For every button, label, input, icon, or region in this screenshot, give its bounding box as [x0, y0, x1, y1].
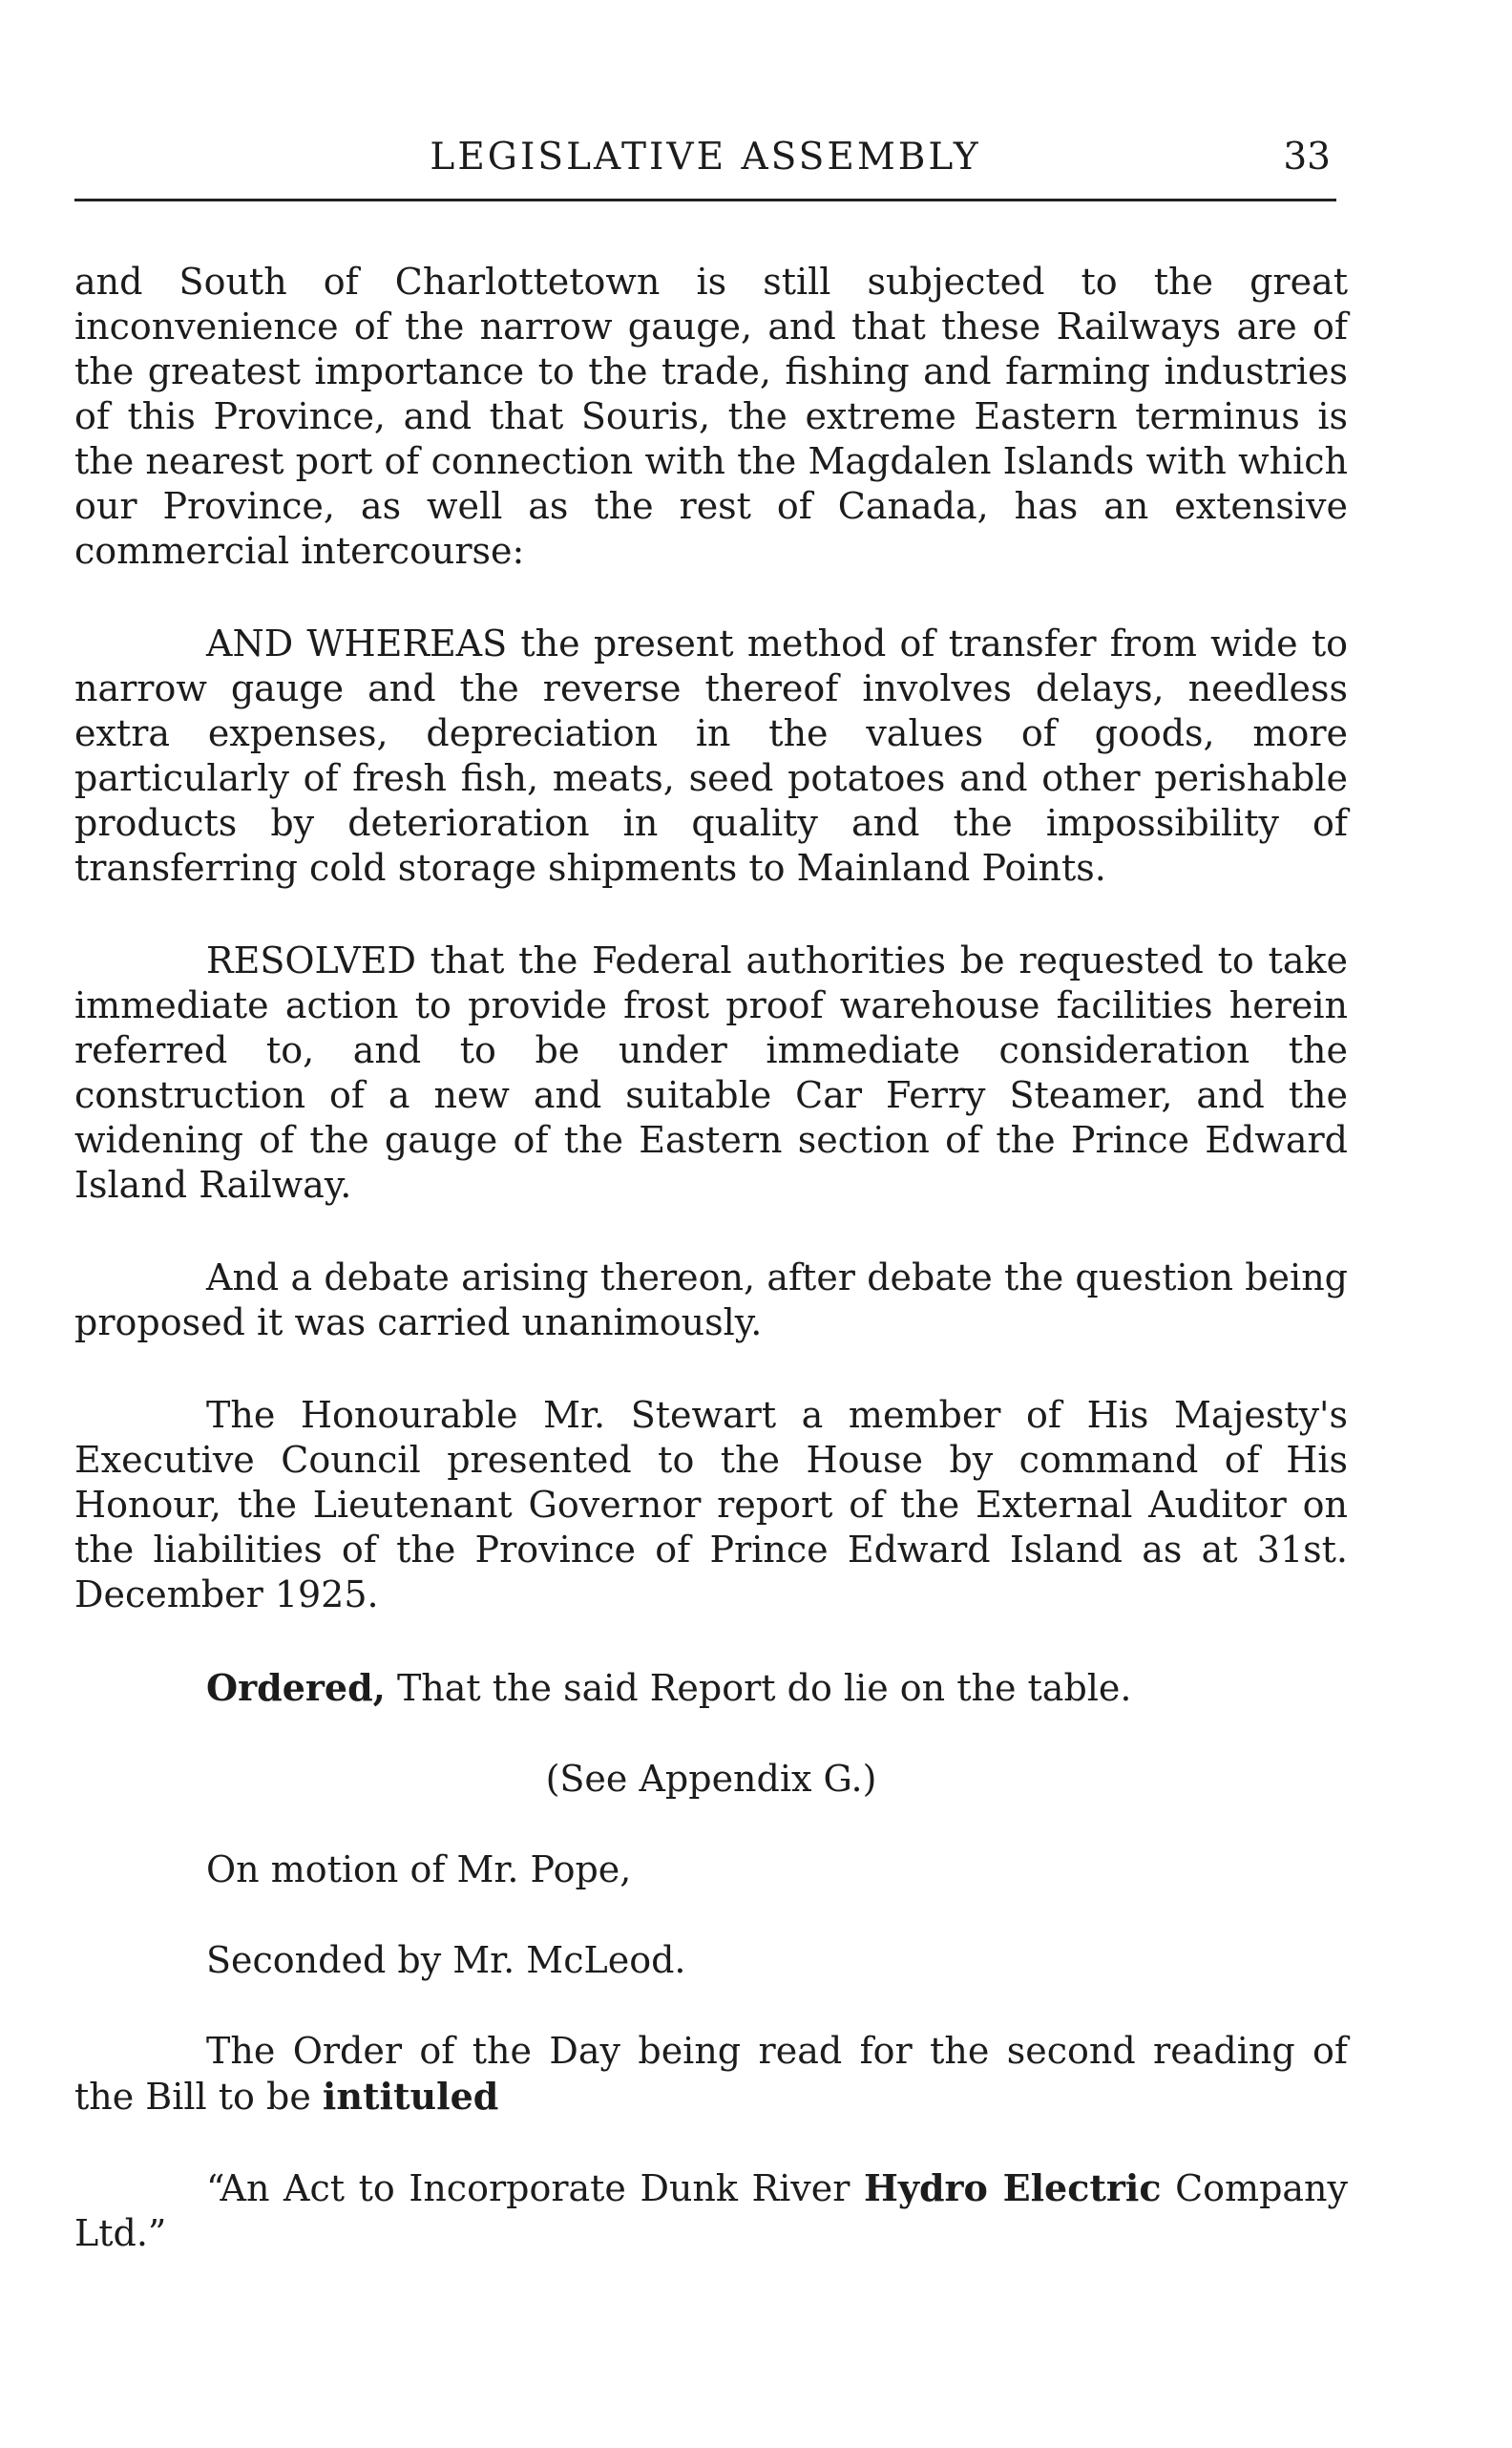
paragraph-report: The Honourable Mr. Stewart a member of His Majesty's Executive Council presented to the House by command of His Honour, the Lieutenant Governor report of the External Auditor on the liabilities of the Province of Prince Edward Island as at 31st. December 1925.: [74, 1394, 1348, 1615]
page-body: [74, 260, 1348, 2256]
seconded-line: Seconded by Mr. McLeod.: [206, 1939, 686, 1981]
motion-line: On motion of Mr. Pope,: [206, 1848, 632, 1890]
running-head: LEGISLATIVE ASSEMBLY: [430, 136, 981, 179]
paragraph-continuation: and South of Charlottetown is still subjected to the great inconvenience of the narrow gauge, and that these Railways are of the greatest importance to the trade, fishing and farming industries of this Province, and that Souris, the extreme Eastern terminus is the nearest port of connection with the Magdalen Islands with which our Province, as well as the rest of Canada, has an extensive commercial intercourse:: [74, 261, 1348, 572]
ordered-lead: Ordered,: [206, 1666, 386, 1709]
page-header: [74, 136, 1336, 201]
bill-title: [74, 2165, 1348, 2256]
paragraph-resolved: RESOLVED that the Federal authorities be requested to take immediate action to provide frost proof warehouse facilities herein referred to, and to be under immediate consideration the construction of a new and suitable Car Ferry Steamer, and the widening of the gauge of the Eastern section of the Prince Edward Island Railway.: [74, 939, 1348, 1206]
bill-title-emphasis: Hydro Electric: [863, 2166, 1162, 2209]
bill-title-end: Company Ltd.”: [74, 2167, 1348, 2254]
paragraph-order-of-day: [74, 2029, 1348, 2120]
paragraph-debate: And a debate arising thereon, after debate the question being proposed it was carried unanimously.: [74, 1256, 1348, 1343]
ordered-text: That the said Report do lie on the table.: [385, 1667, 1132, 1709]
appendix-reference: (See Appendix G.): [545, 1758, 877, 1800]
page-number: 33: [1283, 136, 1331, 179]
intituled-word: intituled: [322, 2075, 499, 2118]
bill-title-start: “An Act to Incorporate Dunk River: [206, 2167, 864, 2209]
order-of-day-text: The Order of the Day being read for the second reading of the Bill to be: [74, 2030, 1348, 2118]
paragraph-ordered: [74, 1665, 1348, 1711]
paragraph-whereas: AND WHEREAS the present method of transfer from wide to narrow gauge and the reverse thereof involves delays, needless extra expenses, depreciation in the values of goods, more particularly of fresh fish, meats, seed potatoes and other perishable products by deterioration in quality and the impossibility of transferring cold storage shipments to Mainland Points.: [74, 623, 1348, 889]
